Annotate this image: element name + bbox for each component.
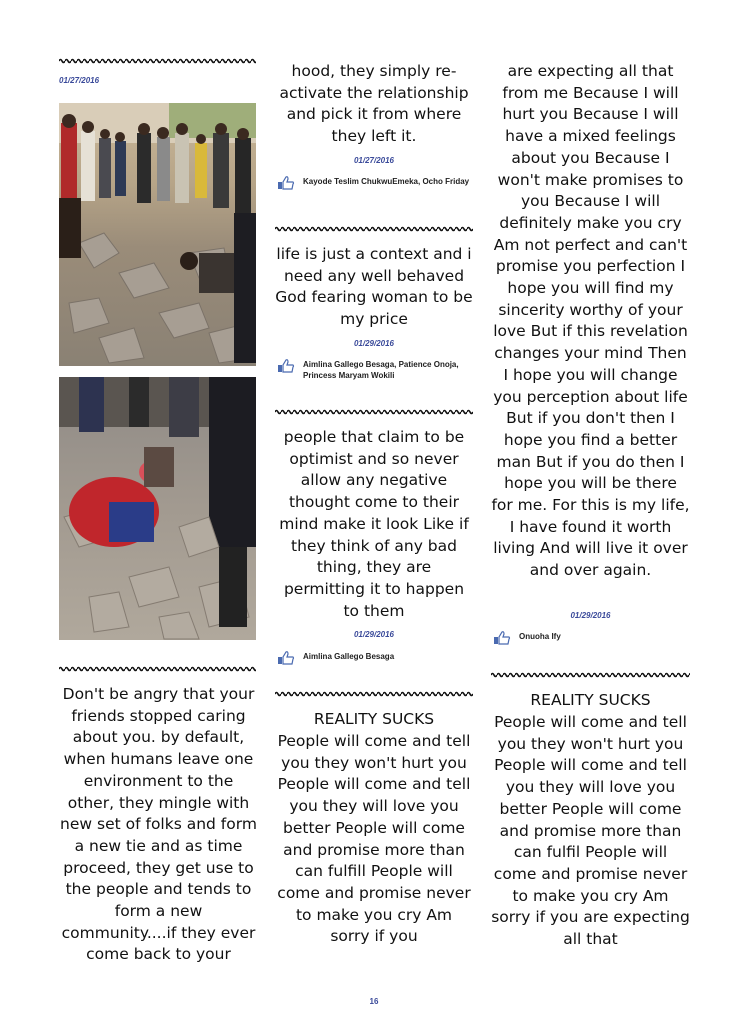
wavy-divider <box>491 670 690 680</box>
thumbs-up-icon[interactable] <box>277 176 295 190</box>
post-text: life is just a context and i need any well behaved God fearing woman to be my price <box>275 245 473 329</box>
news-photo-crowd <box>59 103 256 366</box>
thumbs-up-icon[interactable] <box>493 631 511 645</box>
post-date: 01/29/2016 <box>570 611 611 620</box>
post-title: REALITY SUCKS <box>530 691 651 709</box>
post-date: 01/27/2016 <box>59 76 100 85</box>
thumbs-up-icon[interactable] <box>277 359 295 373</box>
post-text: are expecting all that from me Because I will hurt you Because I will have a mixed feelings about you Because I won't make promises to you Because I will definitely make you cry Am not perfect and can't promise you perfection I hope you will find my sincerity worthy of your love But if this revelation changes your mind Then I hope you will change you perception about life But if you don't then I hope you find a better man But if you do then I hope you will be there for me. For this is my life, I have found it worth living And will live it over and over again. <box>491 62 690 580</box>
wavy-divider <box>59 664 256 674</box>
page-number: 16 <box>369 997 379 1006</box>
post-date: 01/27/2016 <box>353 156 395 165</box>
wavy-divider <box>275 224 473 234</box>
likes-names[interactable]: Kayode Teslim ChukwuEmeka, Ocho Friday <box>303 177 470 186</box>
post-text: People will come and tell you they won't hurt you People will come and tell you they will love you better People will come and promise more than can fulfil People will come and promise never to make you cry Am sorry if you are expecting all that <box>491 713 690 949</box>
likes-names[interactable]: Aimlina Gallego Besaga <box>303 652 395 661</box>
wavy-divider <box>275 407 473 417</box>
post-text: Don't be angry that your friends stopped caring about you. by default, when humans leave one environment to the other, they mingle with new set of folks and form a new tie and as time proceed, they get use to the people and tends to form a new community....if they ever come back to your <box>60 685 257 964</box>
news-photo-rescue <box>59 377 256 640</box>
likes-row <box>493 631 689 645</box>
likes-row <box>277 176 473 190</box>
thumbs-up-icon[interactable] <box>277 651 295 665</box>
post-date: 01/29/2016 <box>353 339 395 348</box>
post-text: hood, they simply re-activate the relationship and pick it from where they left it. <box>279 62 469 146</box>
likes-row <box>277 651 473 665</box>
likes-names[interactable]: Aimlina Gallego Besaga, Patience Onoja, Princess Maryam Wokili <box>303 360 459 380</box>
post-date: 01/29/2016 <box>353 630 395 639</box>
post-text: People will come and tell you they won't hurt you People will come and tell you they will love you better People will come and promise more than can fulfill People will come and promise never to make you cry Am sorry if you <box>277 732 471 946</box>
post-text: people that claim to be optimist and so never allow any negative thought come to their mind make it look Like if they think of any bad thing, they are permitting it to happen to them <box>279 428 469 620</box>
post-title: REALITY SUCKS <box>313 710 435 728</box>
wavy-divider <box>59 56 256 66</box>
likes-row <box>277 359 473 381</box>
likes-names[interactable]: Onuoha Ify <box>519 632 561 641</box>
wavy-divider <box>275 689 473 699</box>
